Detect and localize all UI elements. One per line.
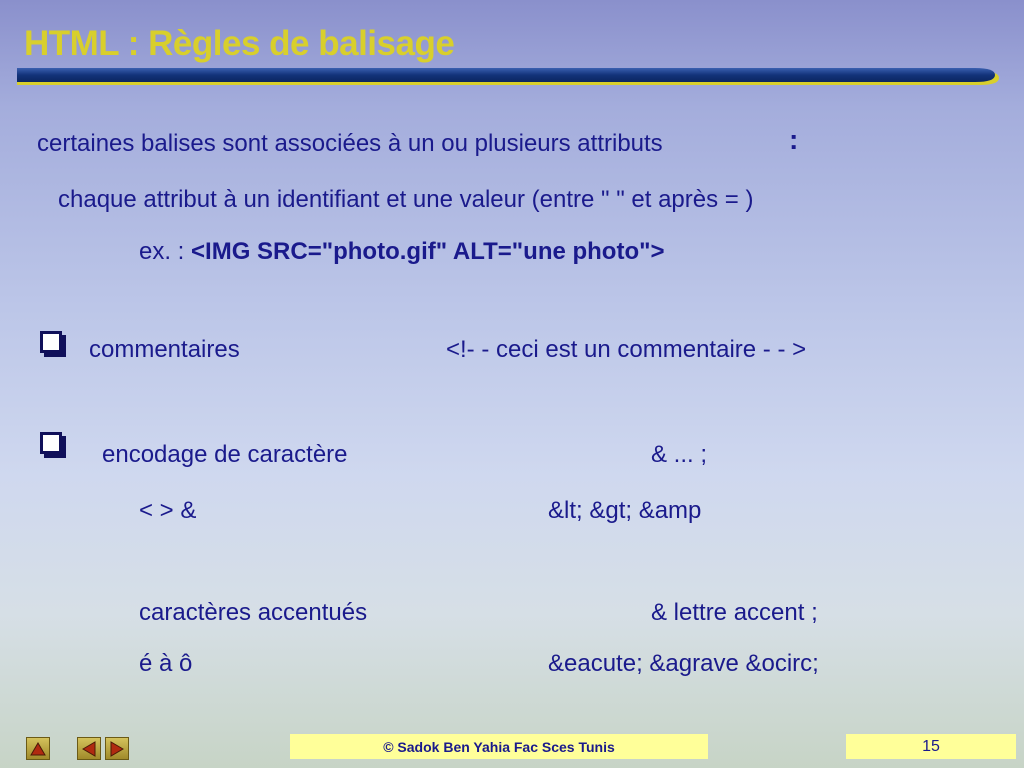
accent-chars: é à ô <box>139 650 193 677</box>
checkbox-bullet-icon <box>40 331 62 353</box>
previous-slide-button[interactable] <box>77 737 101 760</box>
checkbox-bullet-icon <box>40 432 62 454</box>
attributes-colon: : <box>789 124 799 155</box>
accent-entities: &eacute; &agrave &ocirc; <box>548 650 819 677</box>
encoding-syntax: & ... ; <box>651 441 708 468</box>
triangle-up-icon <box>30 742 46 756</box>
page-number: 15 <box>846 734 1016 759</box>
attributes-line: certaines balises sont associées à un ou plusieurs attributs <box>37 130 663 157</box>
triangle-right-icon <box>110 741 124 757</box>
special-chars: < > & <box>139 497 197 524</box>
special-entities: &lt; &gt; &amp <box>548 497 702 524</box>
accents-label: caractères accentués <box>139 599 368 626</box>
comments-syntax: <!- - ceci est un commentaire - - > <box>446 336 807 363</box>
encoding-label: encodage de caractère <box>102 441 348 468</box>
home-button[interactable] <box>26 737 50 760</box>
comments-label: commentaires <box>89 336 240 363</box>
identifier-line: chaque attribut à un identifiant et une valeur (entre " " et après = ) <box>58 186 754 213</box>
example-line <box>139 238 665 266</box>
title-underline-bar <box>17 68 999 86</box>
footer-credit: © Sadok Ben Yahia Fac Sces Tunis <box>290 734 708 759</box>
slide-title: HTML : Règles de balisage <box>24 24 455 63</box>
triangle-left-icon <box>82 741 96 757</box>
example-code: <IMG SRC="photo.gif" ALT="une photo"> <box>191 238 665 265</box>
example-prefix: ex. : <box>139 238 192 265</box>
next-slide-button[interactable] <box>105 737 129 760</box>
accents-syntax: & lettre accent ; <box>651 599 818 626</box>
